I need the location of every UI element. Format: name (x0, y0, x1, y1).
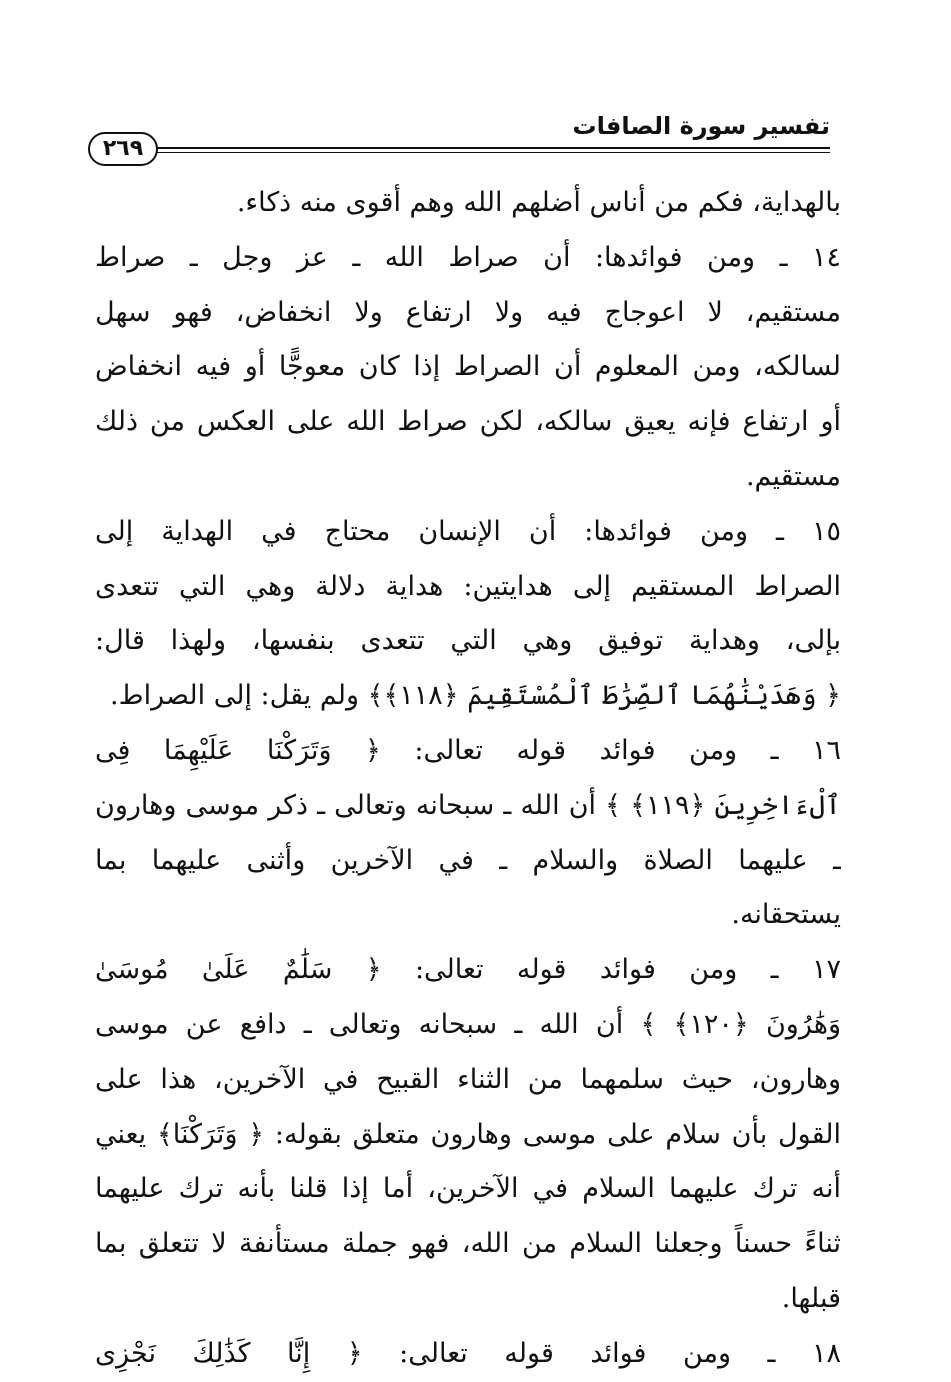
text-line: ـ عليهما الصلاة والسلام ـ في الآخرين وأثنى عليهما بما (95, 844, 841, 876)
text-line: القول بأن سلام على موسى وهارون متعلق بقوله: ﴿ وَتَرَكْنَا﴾ يعني (95, 1118, 841, 1150)
body-text (95, 176, 841, 1382)
text-line: قبلها. (781, 1282, 841, 1314)
page-number: ٢٦٩ (88, 132, 158, 166)
text-line: ١٧ ـ ومن فوائد قوله تعالى: ﴿ سَلَٰمٌ عَلَىٰ مُوسَىٰ (95, 954, 841, 986)
text-line: مستقيم. (745, 460, 841, 492)
text-line: وهارون، حيث سلمهما من الثناء القبيح في الآخرين، هذا على (95, 1063, 841, 1095)
header-rule (154, 147, 830, 149)
text-line: ﴿ وَهَدَيْنَٰهُمَا ٱلصِّرَٰطَ ٱلْمُسْتَقِيمَ ﴿١١٨﴾﴾ ولم يقل: إلى الصراط. (110, 680, 841, 712)
text-line: الصراط المستقيم إلى هدايتين: هداية دلالة وهي التي تتعدى (95, 570, 841, 602)
text-line: أو ارتفاع فإنه يعيق سالكه، لكن صراط الله على العكس من ذلك (95, 406, 841, 438)
text-line: وَهَٰرُونَ ﴿١٢٠﴾ ﴾ أن الله ـ سبحانه وتعالى ـ دافع عن موسى (95, 1008, 841, 1040)
text-line: ١٤ ـ ومن فوائدها: أن صراط الله ـ عز وجل ـ صراط (95, 241, 841, 273)
text-line: يستحقانه. (731, 899, 841, 931)
text-line: بإلى، وهداية توفيق وهي التي تتعدى بنفسها، ولهذا قال: (95, 625, 841, 657)
text-line: ثناءً حسناً وجعلنا السلام من الله، فهو جملة مستأنفة لا تتعلق بما (95, 1228, 841, 1260)
text-line: بالهداية، فكم من أناس أضلهم الله وهم أقوى منه ذكاء. (236, 187, 841, 218)
text-line: ١٨ ـ ومن فوائد قوله تعالى: ﴿ إِنَّا كَذَٰلِكَ نَجْزِى (95, 1337, 841, 1369)
text-line: ١٦ ـ ومن فوائد قوله تعالى: ﴿ وَتَرَكْنَا عَلَيْهِمَا فِى (95, 734, 841, 766)
text-line: أنه ترك عليهما السلام في الآخرين، أما إذا قلنا بأنه ترك عليهما (95, 1173, 841, 1205)
text-line: ٱلْءَاخِرِينَ ﴿١١٩﴾ ﴾ أن الله ـ سبحانه وتعالى ـ ذكر موسى وهارون (95, 789, 841, 821)
text-line: ١٥ ـ ومن فوائدها: أن الإنسان محتاج في الهداية إلى (95, 515, 841, 547)
text-line: لسالكه، ومن المعلوم أن الصراط إذا كان معوجًّا أو فيه انخفاض (95, 351, 841, 383)
text-line: مستقيم، لا اعوجاج فيه ولا ارتفاع ولا انخفاض، فهو سهل (95, 296, 841, 328)
page-header (88, 112, 830, 161)
running-title: تفسير سورة الصافات (572, 112, 830, 140)
header-rule-thin (154, 152, 830, 153)
